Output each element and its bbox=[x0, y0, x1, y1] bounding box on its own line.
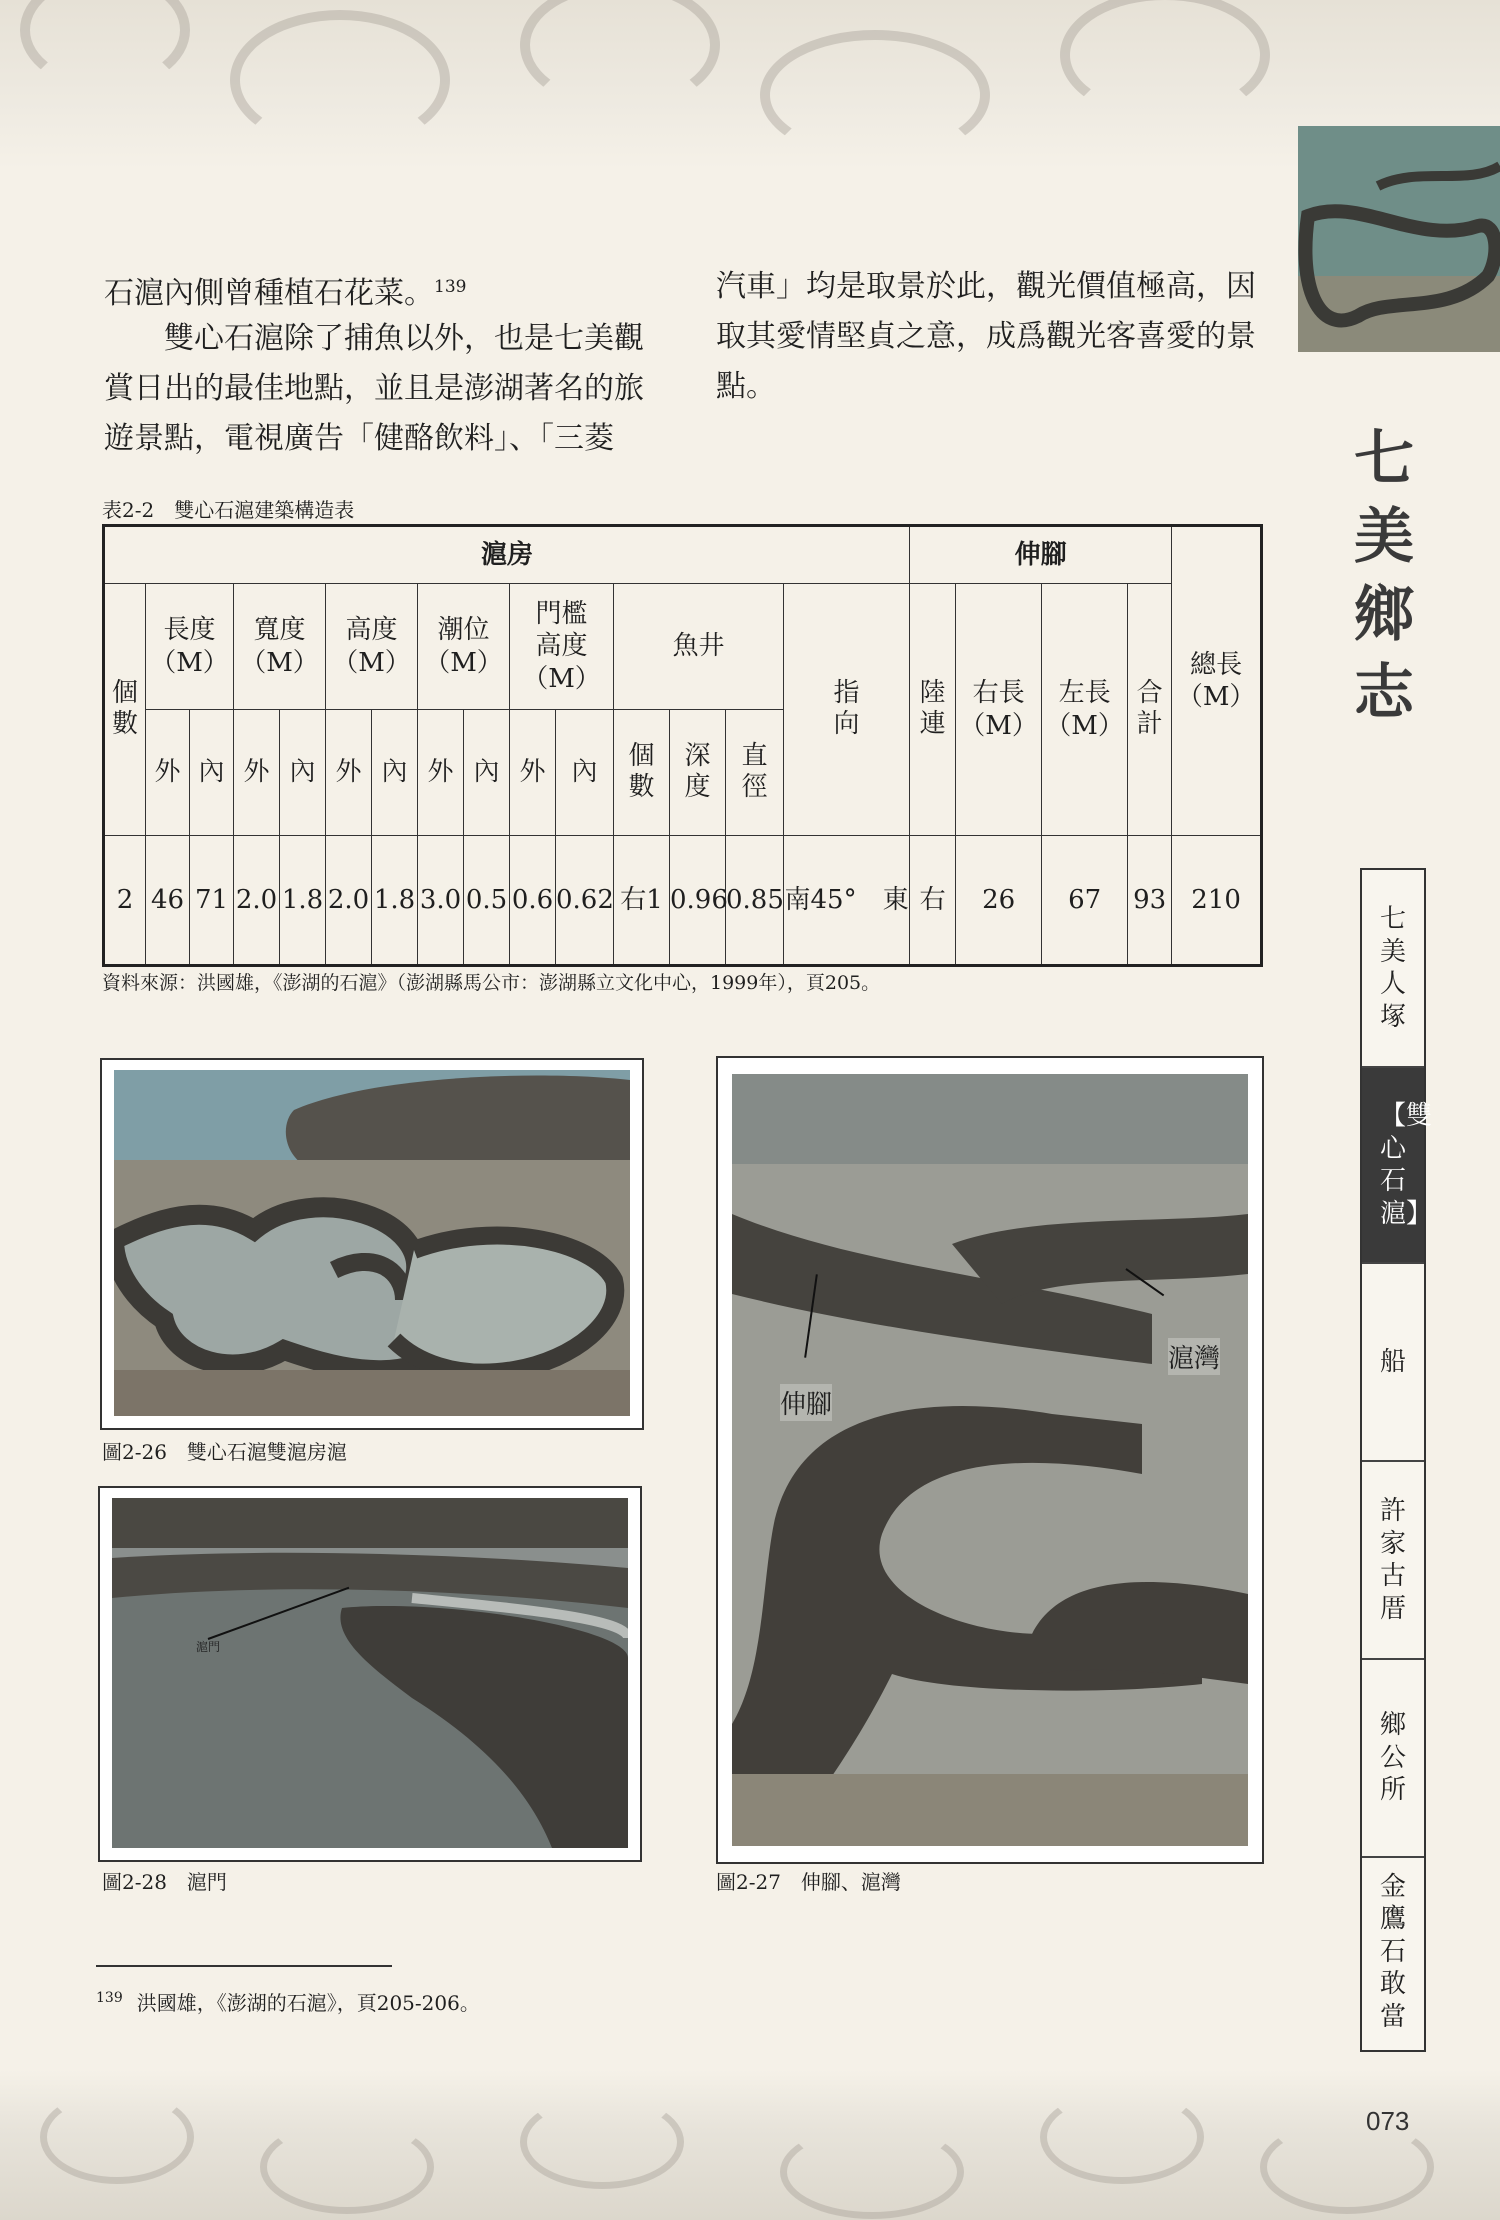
header-house: 滬房 bbox=[104, 526, 910, 584]
header-length: 長度 （M） bbox=[146, 584, 234, 710]
sub-in: 內 bbox=[464, 710, 510, 836]
wave-ornament bbox=[520, 2095, 684, 2189]
footnote bbox=[96, 1987, 480, 2016]
header-height: 高度 （M） bbox=[326, 584, 418, 710]
header-count: 個數 bbox=[104, 584, 146, 836]
photo-weir-gate bbox=[112, 1498, 628, 1848]
sub-out: 外 bbox=[146, 710, 190, 836]
header-arm: 伸腳 bbox=[910, 526, 1172, 584]
figure-2-27-caption: 圖2-27 伸腳、滬灣 bbox=[716, 1870, 901, 1894]
cell-sill-in: 0.62 bbox=[556, 836, 614, 966]
cell-tide-out: 3.0 bbox=[418, 836, 464, 966]
structure-table bbox=[102, 524, 1263, 967]
footnote-divider bbox=[96, 1965, 392, 1967]
header-well: 魚井 bbox=[614, 584, 784, 710]
cell-height-in: 1.8 bbox=[372, 836, 418, 966]
figure-2-28-caption: 圖2-28 滬門 bbox=[102, 1870, 227, 1894]
cell-width-out: 2.0 bbox=[234, 836, 280, 966]
cell-land: 右 bbox=[910, 836, 956, 966]
bay-label: 滬灣 bbox=[1168, 1338, 1220, 1375]
figure-2-28 bbox=[98, 1486, 642, 1862]
tab-double-heart-weir[interactable]: 【雙心石滬】 bbox=[1362, 1068, 1424, 1262]
figure-2-26 bbox=[100, 1058, 644, 1430]
sub-in: 內 bbox=[280, 710, 326, 836]
table-caption: 表2-2 雙心石滬建築構造表 bbox=[102, 498, 355, 522]
tab-qimei-tomb[interactable]: 七美人塚 bbox=[1380, 904, 1407, 1032]
sidebar-tabs bbox=[1360, 868, 1433, 2052]
cell-length-in: 71 bbox=[190, 836, 234, 966]
wave-ornament bbox=[40, 2090, 194, 2184]
cell-right-length: 26 bbox=[956, 836, 1042, 966]
cell-sum: 93 bbox=[1128, 836, 1172, 966]
header-left-length: 左長 （M） bbox=[1042, 584, 1128, 836]
cell-diameter: 0.85 bbox=[726, 836, 784, 966]
cell-direction: 南45° 東 bbox=[784, 836, 910, 966]
left-text-paragraph: 雙心石滬除了捕魚以外，也是七美觀賞日出的最佳地點，並且是澎湖著名的旅遊景點，電視廣告「健酪飲料」、「三菱 bbox=[104, 321, 644, 456]
top-cloud-border bbox=[0, 0, 1500, 170]
figure-2-27 bbox=[716, 1056, 1264, 1864]
header-tide: 潮位 （M） bbox=[418, 584, 510, 710]
arm-label: 伸腳 bbox=[780, 1384, 832, 1421]
weir-gate-label: 滬門 bbox=[196, 1640, 221, 1654]
cell-height-out: 2.0 bbox=[326, 836, 372, 966]
book-title: 七美鄉志 bbox=[1354, 424, 1414, 728]
wave-ornament bbox=[260, 2120, 434, 2214]
header-sill: 門檻高度 （M） bbox=[510, 584, 614, 710]
cloud-ornament bbox=[230, 10, 450, 150]
header-total: 總長 （M） bbox=[1172, 526, 1262, 836]
cell-sill-out: 0.6 bbox=[510, 836, 556, 966]
photo-arm-and-bay bbox=[732, 1074, 1248, 1846]
sub-out: 外 bbox=[234, 710, 280, 836]
cloud-ornament bbox=[760, 30, 990, 160]
figure-2-26-caption: 圖2-26 雙心石滬雙滬房滬 bbox=[102, 1440, 347, 1464]
header-direction: 指向 bbox=[784, 584, 910, 836]
cell-depth: 0.96 bbox=[670, 836, 726, 966]
wave-ornament bbox=[780, 2125, 964, 2219]
footnote-number: 139 bbox=[96, 1990, 123, 2007]
photo-double-heart-weir bbox=[114, 1070, 630, 1416]
sub-well-count: 個數 bbox=[614, 710, 670, 836]
sub-in: 內 bbox=[556, 710, 614, 836]
sub-in: 內 bbox=[190, 710, 234, 836]
tab-hsu-house[interactable]: 許家古厝 bbox=[1380, 1496, 1407, 1624]
page-number: 073 bbox=[1366, 2106, 1410, 2136]
footnote-text: 洪國雄，《澎湖的石滬》，頁205-206。 bbox=[136, 1991, 480, 2015]
header-land: 陸連 bbox=[910, 584, 956, 836]
sub-out: 外 bbox=[510, 710, 556, 836]
tab-boat[interactable]: 船 bbox=[1380, 1346, 1407, 1377]
header-width: 寬度 （M） bbox=[234, 584, 326, 710]
cell-total: 210 bbox=[1172, 836, 1262, 966]
cell-length-out: 46 bbox=[146, 836, 190, 966]
cell-tide-in: 0.5 bbox=[464, 836, 510, 966]
footnote-ref: 139 bbox=[434, 277, 467, 297]
sub-in: 內 bbox=[372, 710, 418, 836]
table-source: 資料來源：洪國雄，《澎湖的石滬》（澎湖縣馬公市：澎湖縣立文化中心，1999年），頁205。 bbox=[102, 972, 881, 994]
sub-out: 外 bbox=[418, 710, 464, 836]
cell-left-length: 67 bbox=[1042, 836, 1128, 966]
tab-township-office[interactable]: 鄉公所 bbox=[1380, 1710, 1407, 1806]
tab-eagle-stone[interactable]: 金鷹石敢當 bbox=[1380, 1871, 1407, 2032]
sub-out: 外 bbox=[326, 710, 372, 836]
header-right-length: 右長 （M） bbox=[956, 584, 1042, 836]
table-row bbox=[104, 836, 1262, 966]
left-text-line1: 石滬內側曾種植石花菜。$^{139}$ bbox=[104, 276, 467, 311]
cell-count: 2 bbox=[104, 836, 146, 966]
right-text-paragraph: 汽車」均是取景於此，觀光價值極高，因取其愛情堅貞之意，成爲觀光客喜愛的景點。 bbox=[716, 269, 1256, 404]
header-sum: 合計 bbox=[1128, 584, 1172, 836]
cell-width-in: 1.8 bbox=[280, 836, 326, 966]
wave-ornament bbox=[1040, 2090, 1204, 2184]
sub-diameter: 直徑 bbox=[726, 710, 784, 836]
corner-photo bbox=[1298, 126, 1500, 352]
sub-depth: 深度 bbox=[670, 710, 726, 836]
cell-well-count: 右1 bbox=[614, 836, 670, 966]
